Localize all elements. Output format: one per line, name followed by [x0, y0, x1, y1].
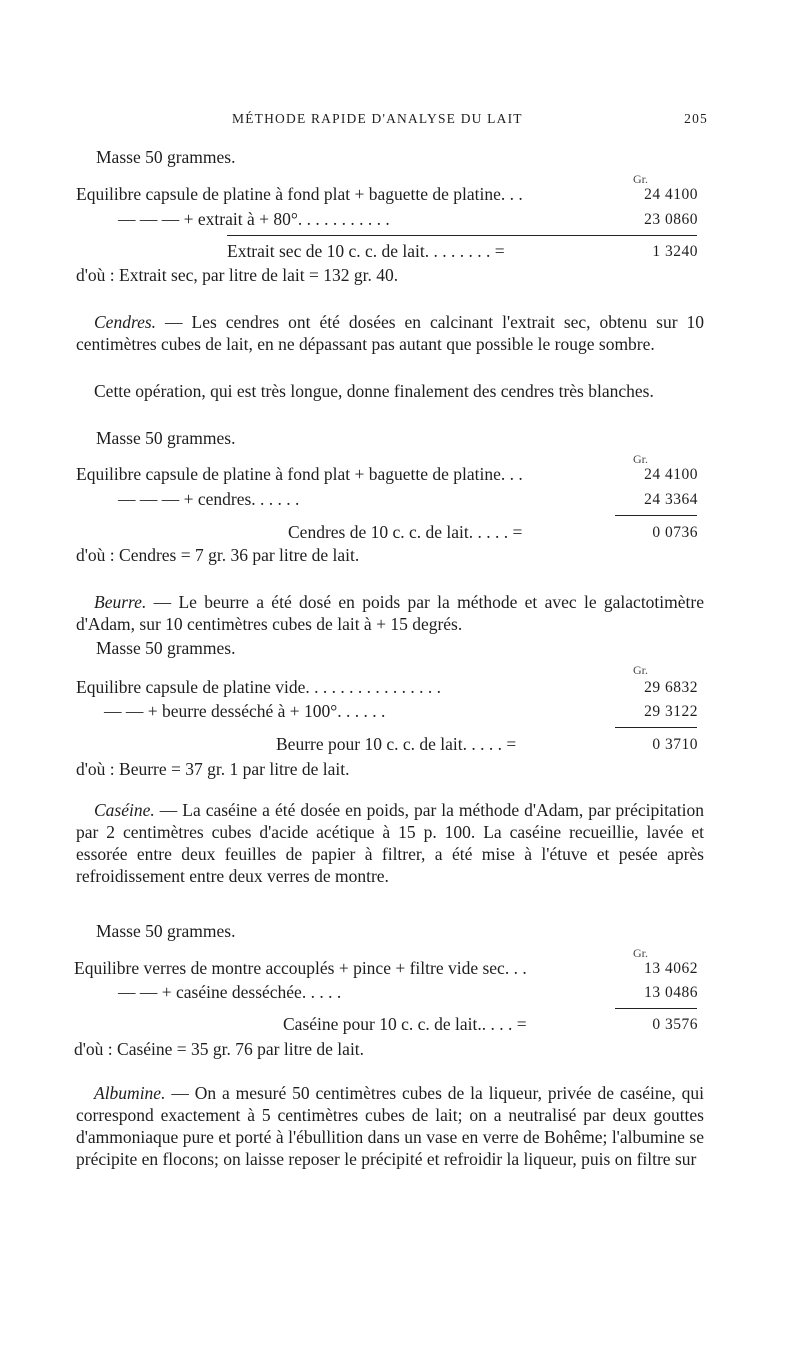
- running-header: MÉTHODE RAPIDE D'ANALYSE DU LAIT: [232, 111, 523, 126]
- cendres-sum-rule: [615, 515, 697, 516]
- cendres-row1-value: 24 4100: [644, 466, 698, 483]
- caseine-text: — La caséine a été dosée en poids, par la méthode d'Adam, par précipitation par 2 centimètres cubes d'acide acétique à 15 p. 100. La caséine recueillie, lavée et essorée entre deux feuilles de papier à filtrer, a été mise à l'étuve et pesée après refroidissement entre deux verres de montre.: [76, 800, 704, 886]
- extrait-masse: Masse 50 grammes.: [96, 147, 236, 167]
- beurre-sum-label: Beurre pour 10 c. c. de lait. . . . . =: [276, 734, 517, 754]
- caseine-sum-rule: [615, 1008, 697, 1009]
- extrait-sum-value: 1 3240: [652, 243, 698, 260]
- extrait-row2-value: 23 0860: [644, 211, 698, 228]
- cendres-paragraph: [76, 311, 704, 355]
- cendres-heading: Cendres.: [94, 312, 157, 332]
- albumine-text: — On a mesuré 50 centimètres cubes de la liqueur, privée de caséine, qui correspond exactement à 5 centimètres cubes de lait; on a neutralisé par deux gouttes d'ammoniaque pure et porté à l'ébullition dans un vase en verre de Bohême; l'albumine se précipite en flocons; on laisse reposer le précipité et refroidir la liqueur, puis on filtre sur: [76, 1083, 704, 1169]
- beurre-row1-value: 29 6832: [644, 679, 698, 696]
- caseine-row2-value: 13 0486: [644, 984, 698, 1001]
- extrait-unit: Gr.: [633, 172, 648, 186]
- page-number: 205: [684, 111, 708, 126]
- cendres-unit: Gr.: [633, 452, 648, 466]
- beurre-sum-rule: [615, 727, 697, 728]
- caseine-result: d'où : Caséine = 35 gr. 76 par litre de lait.: [74, 1039, 365, 1059]
- cendres-row2-label: — — — + cendres. . . . . .: [118, 489, 300, 509]
- caseine-row1-label: Equilibre verres de montre accouplés + pince + filtre vide sec. . .: [74, 958, 527, 978]
- beurre-unit: Gr.: [633, 663, 648, 677]
- cendres-masse: Masse 50 grammes.: [96, 428, 236, 448]
- cendres-result: d'où : Cendres = 7 gr. 36 par litre de lait.: [76, 545, 360, 565]
- beurre-result: d'où : Beurre = 37 gr. 1 par litre de lait.: [76, 759, 350, 779]
- beurre-sum-value: 0 3710: [652, 736, 698, 753]
- extrait-row2-label: — — — + extrait à + 80°. . . . . . . . . . .: [118, 209, 390, 229]
- extrait-result: d'où : Extrait sec, par litre de lait = 132 gr. 40.: [76, 265, 399, 285]
- albumine-heading: Albumine.: [94, 1083, 166, 1103]
- extrait-sum-label: Extrait sec de 10 c. c. de lait. . . . . . . . =: [227, 241, 505, 261]
- caseine-sum-value: 0 3576: [652, 1016, 698, 1033]
- cendres-row1-label: Equilibre capsule de platine à fond plat + baguette de platine. . .: [76, 464, 523, 484]
- caseine-masse: Masse 50 grammes.: [96, 921, 236, 941]
- extrait-sum-rule: [227, 235, 697, 236]
- caseine-sum-label: Caséine pour 10 c. c. de lait.. . . . =: [283, 1014, 527, 1034]
- cendres-paragraph-2: Cette opération, qui est très longue, donne finalement des cendres très blanches.: [94, 381, 654, 401]
- caseine-unit: Gr.: [633, 946, 648, 960]
- cendres-text: — Les cendres ont été dosées en calcinant l'extrait sec, obtenu sur 10 centimètres cubes de lait, en ne dépassant pas autant que possible le rouge sombre.: [76, 312, 704, 354]
- caseine-heading: Caséine.: [94, 800, 155, 820]
- cendres-sum-value: 0 0736: [652, 524, 698, 541]
- caseine-paragraph: [76, 799, 704, 887]
- cendres-sum-label: Cendres de 10 c. c. de lait. . . . . =: [288, 522, 523, 542]
- caseine-row1-value: 13 4062: [644, 960, 698, 977]
- beurre-paragraph: [76, 591, 704, 635]
- caseine-row2-label: — — + caséine desséchée. . . . .: [118, 982, 342, 1002]
- beurre-row2-label: — — + beurre desséché à + 100°. . . . . .: [104, 701, 386, 721]
- extrait-row1-label: Equilibre capsule de platine à fond plat + baguette de platine. . .: [76, 184, 523, 204]
- extrait-row1-value: 24 4100: [644, 186, 698, 203]
- beurre-heading: Beurre.: [94, 592, 147, 612]
- cendres-row2-value: 24 3364: [644, 491, 698, 508]
- beurre-row1-label: Equilibre capsule de platine vide. . . . . . . . . . . . . . . .: [76, 677, 441, 697]
- beurre-masse: Masse 50 grammes.: [96, 638, 236, 658]
- albumine-paragraph: [76, 1082, 704, 1170]
- beurre-text: — Le beurre a été dosé en poids par la méthode et avec le galactotimètre d'Adam, sur 10 centimètres cubes de lait à + 15 degrés.: [76, 592, 704, 634]
- beurre-row2-value: 29 3122: [644, 703, 698, 720]
